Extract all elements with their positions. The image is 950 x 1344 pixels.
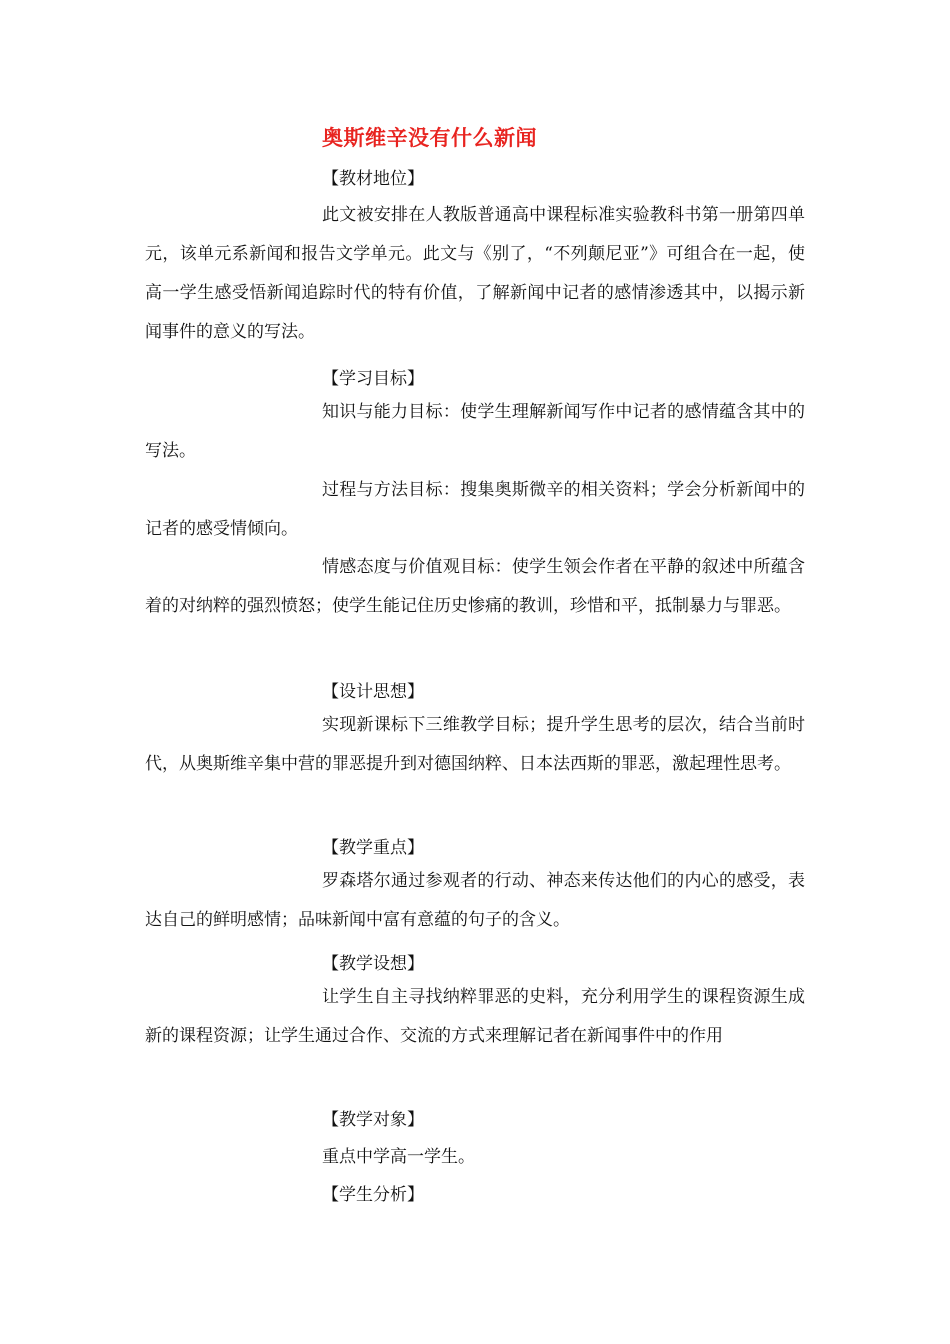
paragraph-textbook-position: 此文被安排在人教版普通高中课程标准实验教科书第一册第四单元，该单元系新闻和报告文学单元。此文与《别了，“不列颠尼亚”》可组合在一起，使高一学生感受悟新闻追踪时代的特有价值，了解新闻中记者的感情渗透其中，以揭示新闻事件的意义的写法。 — [145, 205, 805, 342]
section-heading-teaching-focus: 【教学重点】 — [322, 838, 424, 858]
paragraph-goal-emotion: 情感态度与价值观目标：使学生领会作者在平静的叙述中所蕴含着的对纳粹的强烈愤怒；使学生能记住历史惨痛的教训，珍惜和平，抵制暴力与罪恶。 — [145, 557, 805, 616]
paragraph-teaching-focus: 罗森塔尔通过参观者的行动、神态来传达他们的内心的感受，表达自己的鲜明感情；品味新闻中富有意蕴的句子的含义。 — [145, 871, 805, 930]
section-heading-teaching-object: 【教学对象】 — [322, 1110, 424, 1130]
section-heading-student-analysis: 【学生分析】 — [322, 1185, 424, 1205]
paragraph-design-idea: 实现新课标下三维教学目标；提升学生思考的层次，结合当前时代，从奥斯维辛集中营的罪恶提升到对德国纳粹、日本法西斯的罪恶，激起理性思考。 — [145, 715, 805, 774]
paragraph-teaching-object: 重点中学高一学生。 — [322, 1147, 475, 1167]
paragraph-teaching-plan: 让学生自主寻找纳粹罪恶的史料，充分利用学生的课程资源生成新的课程资源；让学生通过合作、交流的方式来理解记者在新闻事件中的作用 — [145, 987, 805, 1046]
paragraph-goal-process: 过程与方法目标：搜集奥斯微辛的相关资料；学会分析新闻中的记者的感受情倾向。 — [145, 480, 805, 539]
section-heading-textbook-position: 【教材地位】 — [322, 169, 424, 189]
document-title: 奥斯维辛没有什么新闻 — [322, 125, 537, 150]
section-heading-learning-goals: 【学习目标】 — [322, 369, 424, 389]
section-heading-design-idea: 【设计思想】 — [322, 682, 424, 702]
paragraph-goal-knowledge: 知识与能力目标：使学生理解新闻写作中记者的感情蕴含其中的写法。 — [145, 402, 805, 461]
section-heading-teaching-plan: 【教学设想】 — [322, 954, 424, 974]
